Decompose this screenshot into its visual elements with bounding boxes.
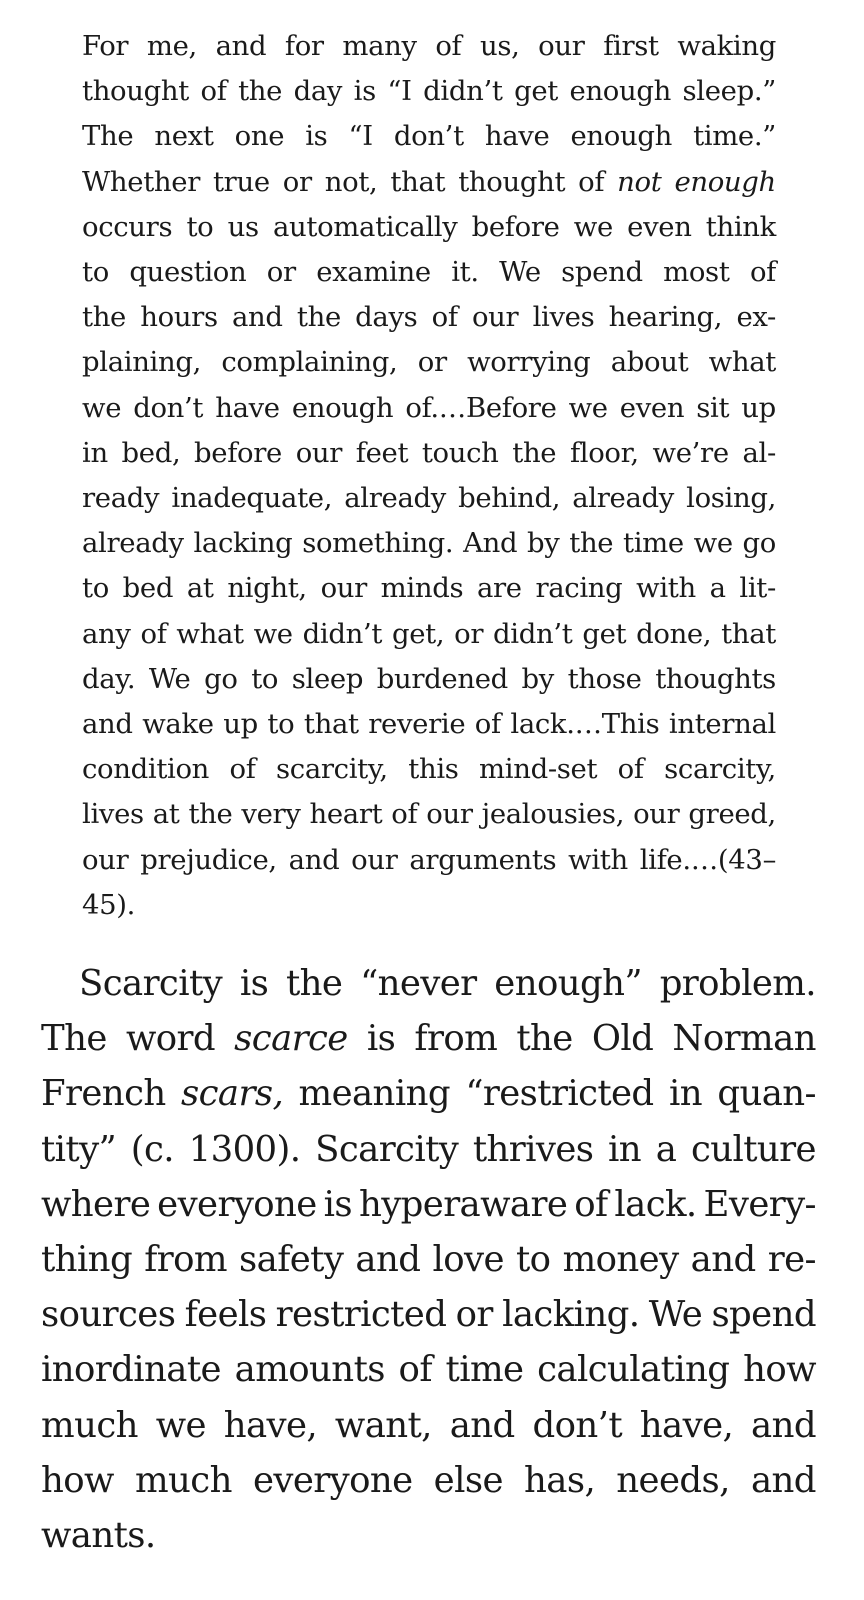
word: sit (696, 391, 730, 424)
word: or (282, 165, 312, 198)
word: the (188, 798, 233, 831)
quote-line (82, 476, 776, 521)
word: occurs (82, 210, 173, 243)
word: much (134, 1459, 232, 1501)
body-line (41, 1122, 816, 1177)
word: is (239, 963, 269, 1004)
word: to (516, 1239, 551, 1281)
word: else (433, 1459, 503, 1501)
word: is (323, 1183, 353, 1225)
word: automatically (272, 210, 458, 243)
word: for (284, 30, 324, 62)
word: examine (316, 256, 431, 289)
word: enough (570, 120, 672, 153)
word: calculating (537, 1349, 730, 1391)
word: it. (451, 256, 479, 289)
word: internal (668, 708, 776, 741)
quote-line (82, 521, 776, 566)
word: to (82, 256, 109, 289)
quote-line (82, 792, 776, 837)
word: the (296, 301, 341, 334)
word: and (690, 1239, 756, 1281)
word: in (668, 1073, 702, 1115)
body-line (41, 1342, 816, 1397)
word: that (721, 617, 776, 650)
word: our (82, 843, 129, 876)
quote-line (82, 24, 776, 69)
word: floor, (569, 436, 639, 469)
quote-line (82, 160, 776, 205)
word: “I (387, 75, 412, 108)
word: of (431, 301, 458, 334)
word: of (200, 75, 227, 108)
word: we (82, 391, 122, 424)
word: don’t (133, 391, 204, 424)
word: quan- (717, 1073, 816, 1115)
word: get, (391, 617, 445, 650)
word: from (144, 1239, 227, 1281)
word: thrives (472, 1128, 594, 1170)
word: the (512, 436, 557, 469)
word: question (129, 256, 247, 289)
word: money (562, 1239, 679, 1281)
word: everyone (252, 1459, 413, 1501)
word: tity” (41, 1128, 117, 1170)
word: me, (146, 30, 197, 62)
word: sleep.” (682, 75, 776, 108)
quote-line (82, 386, 776, 431)
quote-line (82, 747, 776, 792)
word: not (617, 165, 662, 198)
word: any (82, 617, 131, 650)
word: that (390, 165, 446, 198)
word: inadequate, (171, 482, 333, 515)
word: of (391, 798, 418, 831)
word: and (750, 1459, 816, 1501)
word: plaining, (82, 346, 202, 379)
word: and (288, 843, 340, 876)
word: Scarcity (79, 963, 223, 1004)
word: enough (291, 391, 394, 424)
quote-line (82, 250, 776, 295)
word: get (582, 617, 627, 650)
word: and (232, 301, 283, 334)
word: waking (677, 30, 776, 62)
word: of (574, 1183, 608, 1225)
word: lack.…This (510, 708, 660, 741)
word: Old (591, 1018, 654, 1060)
word: with (568, 843, 628, 876)
word: or (454, 617, 484, 650)
word: everyone (157, 1183, 317, 1225)
word: is (305, 120, 328, 153)
word: sources (41, 1294, 176, 1336)
word: by (521, 662, 554, 695)
quote-line (82, 657, 776, 702)
word: don’t (393, 120, 464, 153)
word: “restricted (465, 1073, 654, 1115)
quote-line (82, 612, 776, 657)
word: or (266, 256, 296, 289)
word: greed, (688, 798, 776, 831)
word: at (152, 798, 180, 831)
word: “I (348, 120, 373, 153)
word: to (186, 210, 214, 243)
word: by (527, 527, 560, 560)
word: one (234, 120, 285, 153)
word: day (293, 75, 343, 108)
word: didn’t (493, 617, 573, 650)
word: thing (41, 1239, 133, 1281)
word: lit- (739, 572, 776, 605)
word: racing (535, 572, 623, 605)
word: or (455, 1294, 493, 1336)
word: we (253, 617, 293, 650)
word: before (471, 210, 560, 243)
word: have, (639, 1404, 734, 1446)
word: we (573, 210, 613, 243)
word: Whether (82, 165, 200, 198)
word: reverie (368, 708, 466, 741)
word: life.…(43– (639, 843, 776, 876)
word: lives (82, 798, 144, 831)
word: night, (227, 572, 307, 605)
word: didn’t (423, 75, 503, 108)
word: very (241, 798, 301, 831)
word: culture (690, 1128, 816, 1170)
quote-line (82, 838, 776, 883)
word: meaning (298, 1073, 450, 1115)
word: spend (561, 256, 643, 289)
word: enough” (494, 963, 642, 1004)
word: in (82, 436, 108, 469)
word: to (267, 708, 295, 741)
word: thought (82, 75, 189, 108)
word: sleep (291, 662, 364, 695)
word: want, (334, 1404, 432, 1446)
word: 1300). (188, 1128, 301, 1170)
word: go (204, 662, 238, 695)
word: our (295, 436, 343, 469)
word: ex- (736, 301, 776, 334)
word: already (82, 527, 184, 560)
word: a (709, 572, 726, 605)
word: before (194, 436, 282, 469)
word: Norman (672, 1018, 816, 1060)
word: Every- (703, 1183, 816, 1225)
word: scarcity, (276, 753, 388, 786)
word: us (227, 210, 259, 243)
word: of (617, 753, 644, 786)
word: us, (480, 30, 520, 62)
word: not, (324, 165, 378, 198)
word: thoughts (655, 662, 776, 695)
word: up (741, 391, 776, 424)
word: has, (524, 1459, 596, 1501)
word: scarce (234, 1018, 348, 1060)
word: already (572, 482, 674, 515)
word: those (567, 662, 642, 695)
word: ready (82, 482, 160, 515)
word: of.…Before (405, 391, 557, 424)
word: and (449, 1404, 515, 1446)
word: our (633, 798, 680, 831)
word: and (355, 1239, 421, 1281)
word: are (476, 572, 522, 605)
word: up (223, 708, 258, 741)
word: at (186, 572, 214, 605)
block-quote (82, 24, 776, 928)
word: burdened (376, 662, 508, 695)
word: lacking (193, 527, 293, 560)
word: is (366, 1018, 396, 1060)
word: lacking. (502, 1294, 640, 1336)
quote-last-line: 45). (82, 888, 136, 921)
word: much (41, 1404, 138, 1446)
word: next (154, 120, 214, 153)
word: of (578, 165, 605, 198)
word: to (251, 662, 279, 695)
word: we (155, 1404, 206, 1446)
word: The (41, 1018, 107, 1060)
word: and (82, 708, 133, 741)
word: our (471, 301, 519, 334)
word: enough (674, 165, 776, 198)
word: the (516, 1018, 573, 1060)
word: bed (122, 572, 174, 605)
word: bed, (121, 436, 181, 469)
quote-line (82, 702, 776, 747)
word: the (82, 301, 126, 334)
word: something. (302, 527, 454, 560)
word: lives (532, 301, 595, 334)
word: love (432, 1239, 504, 1281)
body-line (41, 956, 816, 1011)
word: and (751, 1404, 816, 1446)
word: We (148, 662, 191, 695)
word: touch (421, 436, 499, 469)
body-line (41, 1011, 816, 1066)
word: is (353, 75, 376, 108)
word: what (708, 346, 776, 379)
word: in (608, 1128, 642, 1170)
word: we (693, 527, 733, 560)
word: where (41, 1183, 151, 1225)
word: Scarcity (315, 1128, 459, 1170)
word: about (610, 346, 689, 379)
body-line (41, 1398, 816, 1453)
word: feels (184, 1294, 267, 1336)
word: don’t (532, 1404, 622, 1446)
word: mind-set (479, 753, 598, 786)
quote-line (82, 114, 776, 159)
word: French (41, 1073, 166, 1115)
word: jealousies, (481, 798, 625, 831)
word: re- (767, 1239, 816, 1281)
word: from (414, 1018, 498, 1060)
word: have (215, 391, 280, 424)
word: worrying (467, 346, 591, 379)
word: this (408, 753, 459, 786)
word: of (749, 256, 776, 289)
word: we (568, 391, 608, 424)
quote-line (82, 340, 776, 385)
word: amounts (234, 1349, 385, 1391)
word: of (229, 753, 256, 786)
word: We (499, 256, 541, 289)
word: of (435, 30, 462, 62)
body-line (41, 1287, 816, 1342)
word: prejudice, (140, 843, 277, 876)
word: most (663, 256, 730, 289)
word: restricted (275, 1294, 447, 1336)
word: get (514, 75, 558, 108)
word: even (627, 210, 692, 243)
word: word (125, 1018, 215, 1060)
word: scarcity, (664, 753, 776, 786)
word: For (82, 30, 129, 62)
word: our (426, 798, 473, 831)
word: first (603, 30, 659, 62)
word: how (41, 1459, 114, 1501)
body-paragraph (41, 956, 816, 1563)
word: what (176, 617, 244, 650)
word: the (569, 527, 614, 560)
word: And (463, 527, 518, 560)
word: to (82, 572, 109, 605)
word: our (351, 843, 398, 876)
word: of (474, 708, 501, 741)
word: time (623, 527, 684, 560)
word: we’re (652, 436, 729, 469)
word: didn’t (302, 617, 383, 650)
word: have (484, 120, 550, 153)
body-line (41, 1177, 816, 1232)
body-line (41, 1453, 816, 1508)
word: spend (711, 1294, 816, 1336)
word: minds (380, 572, 464, 605)
word: needs, (616, 1459, 730, 1501)
word: day. (82, 662, 136, 695)
word: many (342, 30, 417, 62)
word: time.” (693, 120, 776, 153)
word: of (140, 617, 167, 650)
word: complaining, (221, 346, 398, 379)
word: scars, (181, 1073, 284, 1115)
quote-line (82, 69, 776, 114)
quote-line (82, 295, 776, 340)
word: that (303, 708, 359, 741)
word: the (238, 75, 283, 108)
body-line (41, 1066, 816, 1121)
word: The (82, 120, 134, 153)
word: true (212, 165, 270, 198)
word: enough (569, 75, 671, 108)
body-line (41, 1232, 816, 1287)
word: the (285, 963, 343, 1004)
word: our (538, 30, 585, 62)
word: hearing, (608, 301, 723, 334)
quote-line (82, 566, 776, 611)
word: losing, (686, 482, 776, 515)
word: “never (360, 963, 477, 1004)
word: go (742, 527, 776, 560)
word: done, (636, 617, 712, 650)
word: condition (82, 753, 210, 786)
word: lack. (614, 1183, 697, 1225)
word: a (655, 1128, 677, 1170)
word: al- (742, 436, 776, 469)
word: our (320, 572, 367, 605)
word: have, (223, 1404, 318, 1446)
body-last-line: wants. (41, 1515, 156, 1557)
quote-line (82, 205, 776, 250)
word: wake (142, 708, 214, 741)
word: feet (355, 436, 409, 469)
word: how (743, 1349, 816, 1391)
word: We (648, 1294, 703, 1336)
word: arguments (409, 843, 557, 876)
word: hyperaware (358, 1183, 568, 1225)
word: heart (309, 798, 383, 831)
word: thought (458, 165, 566, 198)
word: time (445, 1349, 524, 1391)
word: think (705, 210, 776, 243)
quote-line (82, 431, 776, 476)
word: with (636, 572, 696, 605)
word: hours (140, 301, 218, 334)
word: (c. (130, 1128, 174, 1170)
word: already (344, 482, 446, 515)
word: inordinate (41, 1349, 221, 1391)
word: even (619, 391, 685, 424)
word: days (355, 301, 418, 334)
word: of (398, 1349, 432, 1391)
word: and (215, 30, 267, 62)
word: behind, (458, 482, 561, 515)
word: problem. (659, 963, 816, 1004)
word: safety (239, 1239, 344, 1281)
word: or (417, 346, 447, 379)
